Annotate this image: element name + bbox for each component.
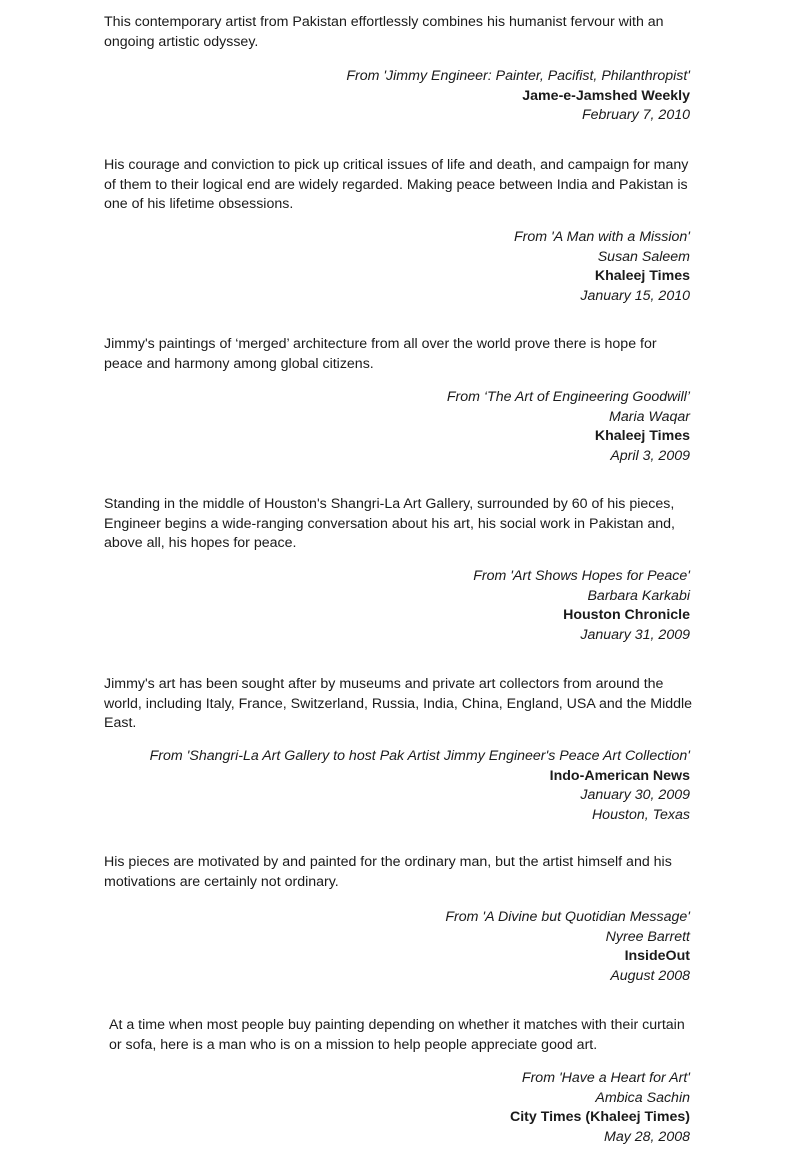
quote-text: Standing in the middle of Houston's Shangri-La Art Gallery, surrounded by 60 of his pieces, Engineer begins a wide-ranging conversation about his art, his social work in Pakistan and, above all, his hopes for peace. bbox=[104, 496, 675, 552]
quote-6 bbox=[104, 853, 694, 984]
quote-source bbox=[104, 228, 690, 306]
source-author: Nyree Barrett bbox=[605, 928, 690, 945]
source-article: From 'Shangri-La Art Gallery to host Pak Artist Jimmy Engineer's Peace Art Collection' bbox=[149, 748, 690, 764]
quote-4 bbox=[104, 495, 694, 643]
source-article: From ‘The Art of Engineering Goodwill’ bbox=[446, 389, 690, 405]
quote-source bbox=[104, 67, 690, 126]
source-date: January 31, 2009 bbox=[580, 626, 690, 643]
quote-text: Jimmy's paintings of ‘merged’ architecture from all over the world prove there is hope for peace and harmony among global citizens. bbox=[104, 336, 657, 372]
quote-5 bbox=[104, 675, 694, 823]
source-author: Susan Saleem bbox=[597, 248, 690, 265]
quote-text: His pieces are motivated by and painted for the ordinary man, but the artist himself and his motivations are certainly not ordinary. bbox=[104, 854, 672, 890]
quote-7 bbox=[109, 1016, 699, 1145]
source-author: Ambica Sachin bbox=[595, 1089, 690, 1106]
quote-text: This contemporary artist from Pakistan effortlessly combines his humanist fervour with an ongoing artistic odyssey. bbox=[104, 14, 664, 50]
source-publication: Jame-e-Jamshed Weekly bbox=[522, 87, 690, 104]
source-date: February 7, 2010 bbox=[581, 107, 690, 124]
source-publication: InsideOut bbox=[624, 948, 690, 965]
source-publication: Houston Chronicle bbox=[563, 607, 690, 624]
source-publication: City Times (Khaleej Times) bbox=[509, 1109, 690, 1126]
source-article: From 'Art Shows Hopes for Peace' bbox=[473, 568, 690, 584]
quote-1 bbox=[104, 13, 694, 124]
source-article: From 'A Divine but Quotidian Message' bbox=[445, 909, 690, 925]
source-place: Houston, Texas bbox=[591, 806, 690, 823]
quote-text: Jimmy's art has been sought after by museums and private art collectors from around the world, including Italy, France, Switzerland, Russia, India, China, England, USA and the Middle East. bbox=[104, 676, 693, 732]
source-publication: Khaleej Times bbox=[594, 428, 690, 445]
quote-source bbox=[104, 567, 690, 645]
source-article: From 'Have a Heart for Art' bbox=[521, 1070, 690, 1086]
quote-3 bbox=[104, 335, 694, 464]
quote-source bbox=[109, 1069, 690, 1147]
source-publication: Indo-American News bbox=[549, 767, 690, 784]
source-article: From 'Jimmy Engineer: Painter, Pacifist, Philanthropist' bbox=[346, 68, 690, 84]
source-publication: Khaleej Times bbox=[594, 268, 690, 285]
source-date: April 3, 2009 bbox=[610, 447, 690, 464]
source-date: January 15, 2010 bbox=[580, 287, 690, 304]
source-date: May 28, 2008 bbox=[604, 1128, 690, 1145]
quote-text: At a time when most people buy painting depending on whether it matches with their curtain or sofa, here is a man who is on a mission to help people appreciate good art. bbox=[109, 1017, 685, 1053]
quote-text: His courage and conviction to pick up critical issues of life and death, and campaign for many of them to their logical end are widely regarded. Making peace between India and Pakistan is one of his lifetime obsessions. bbox=[104, 157, 689, 213]
quote-source bbox=[104, 747, 690, 825]
quote-source bbox=[104, 388, 690, 466]
source-date: January 30, 2009 bbox=[580, 787, 690, 804]
source-article: From 'A Man with a Mission' bbox=[514, 229, 690, 245]
source-author: Maria Waqar bbox=[609, 408, 690, 425]
quote-source bbox=[104, 908, 690, 986]
quote-2 bbox=[104, 156, 694, 304]
source-author: Barbara Karkabi bbox=[587, 587, 690, 604]
source-date: August 2008 bbox=[610, 967, 690, 984]
